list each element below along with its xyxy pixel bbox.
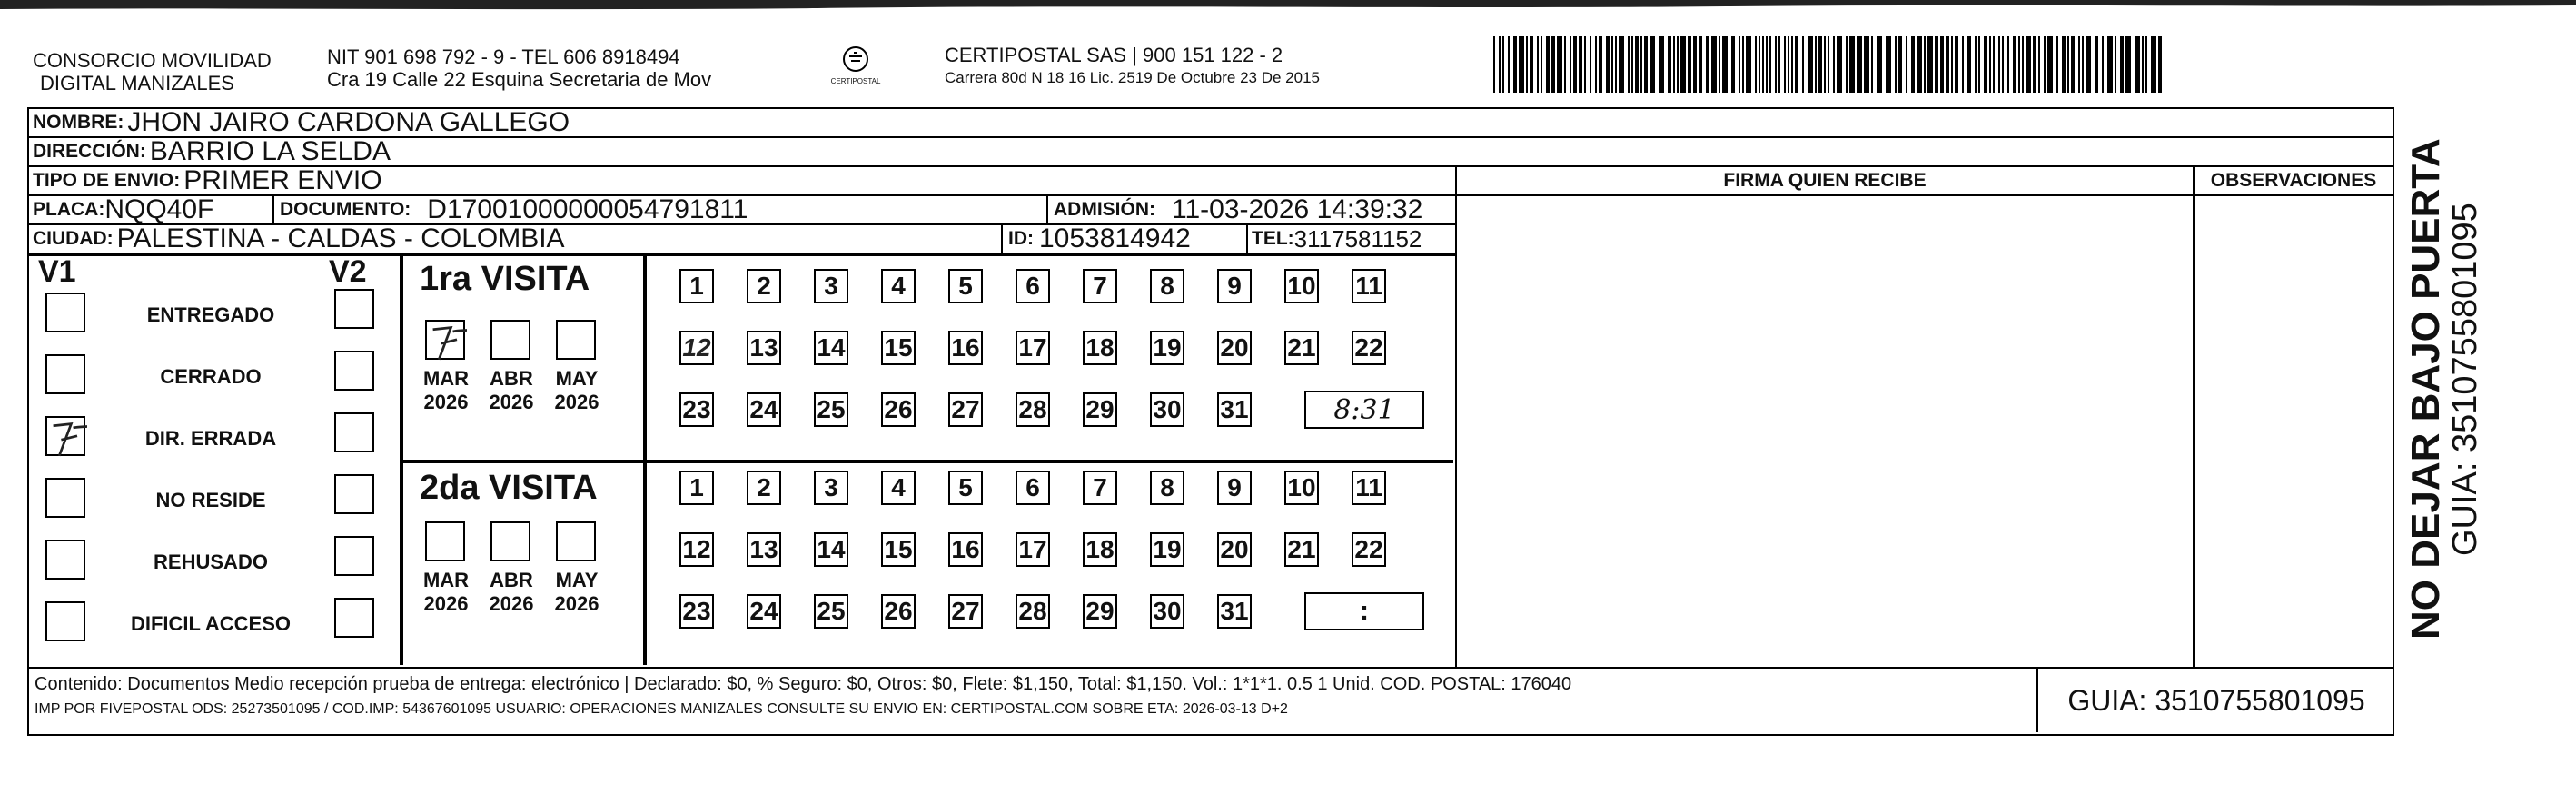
barcode-bar xyxy=(1557,36,1562,93)
barcode-bar xyxy=(2142,36,2144,93)
day-cell[interactable]: 11 xyxy=(1352,269,1386,303)
barcode-bar xyxy=(2018,36,2020,93)
barcode-bar xyxy=(1828,36,1829,93)
barcode-bar xyxy=(1499,36,1501,93)
first-visit-title: 1ra VISITA xyxy=(420,260,590,298)
v2-checkbox[interactable] xyxy=(334,351,374,391)
admision-value: 11-03-2026 14:39:32 xyxy=(1172,194,1423,224)
barcode-bar xyxy=(1775,36,1777,93)
v2-checkbox[interactable] xyxy=(334,412,374,452)
v1-checkbox[interactable] xyxy=(45,601,85,641)
barcode-bar xyxy=(2047,36,2053,93)
barcode-bar xyxy=(1619,36,1624,93)
observaciones-box[interactable] xyxy=(2195,196,2393,667)
status-label: DIR. ERRADA xyxy=(144,427,277,450)
day-cell[interactable]: 18 xyxy=(1083,331,1117,365)
firma-header xyxy=(1457,167,2195,196)
barcode-bar xyxy=(2120,36,2124,93)
day-cell[interactable]: 5 xyxy=(948,471,983,505)
month-year: 2026 xyxy=(489,592,534,615)
barcode-bar xyxy=(2102,36,2104,93)
day-cell[interactable]: 31 xyxy=(1217,594,1252,629)
month-selector xyxy=(403,256,647,665)
company-line-1: CONSORCIO MOVILIDAD xyxy=(33,49,272,72)
nombre-value: JHON JAIRO CARDONA GALLEGO xyxy=(127,107,570,137)
barcode-bar xyxy=(2033,36,2036,93)
day-cell[interactable]: 26 xyxy=(881,594,916,629)
barcode-bar xyxy=(1731,36,1735,93)
row-ciudad xyxy=(29,225,1457,254)
month-year: 2026 xyxy=(489,391,534,413)
tipo-value: PRIMER ENVIO xyxy=(183,165,382,195)
day-cell[interactable]: 28 xyxy=(1016,594,1050,629)
barcode-bar xyxy=(1951,36,1953,93)
month-name: MAY xyxy=(555,367,599,390)
day-cell[interactable]: 3 xyxy=(814,269,848,303)
barcode-bar xyxy=(1659,36,1664,93)
barcode-bar xyxy=(1537,36,1539,93)
barcode-bar xyxy=(1513,36,1517,93)
day-cell[interactable]: 4 xyxy=(881,471,916,505)
barcode-bar xyxy=(1595,36,1597,93)
documento-value: D17001000000054791811 xyxy=(427,194,748,224)
barcode-bar xyxy=(1898,36,1902,93)
firma-label: FIRMA QUIEN RECIBE xyxy=(1723,170,1927,191)
barcode-bar xyxy=(1784,36,1786,93)
barcode-bar xyxy=(1946,36,1949,93)
day-cell[interactable]: 26 xyxy=(881,392,916,427)
barcode-bar xyxy=(1579,36,1582,93)
day-cell[interactable]: 22 xyxy=(1352,532,1386,567)
v1-checkbox[interactable] xyxy=(45,540,85,580)
day-cell[interactable]: 17 xyxy=(1016,331,1050,365)
barcode-bar xyxy=(1541,36,1542,93)
v1-checkbox[interactable] xyxy=(45,354,85,394)
barcode-bar xyxy=(1530,36,1533,93)
nombre-label: NOMBRE: xyxy=(33,112,124,133)
day-cell[interactable]: 20 xyxy=(1217,532,1252,567)
address-line: Cra 19 Calle 22 Esquina Secretaria de Mov xyxy=(327,68,712,91)
day-cell[interactable]: 14 xyxy=(814,532,848,567)
month-year: 2026 xyxy=(554,391,599,413)
barcode-bar xyxy=(1564,36,1566,93)
month-year: 2026 xyxy=(554,592,599,615)
barcode-bar xyxy=(2082,36,2084,93)
status-label: ENTREGADO xyxy=(146,303,275,326)
barcode-bar xyxy=(1917,36,1922,93)
barcode-bar xyxy=(1502,36,1504,93)
day-cell[interactable]: 17 xyxy=(1016,532,1050,567)
barcode-bar xyxy=(1791,36,1793,93)
barcode-bar xyxy=(1628,36,1630,93)
barcode-bar xyxy=(1766,36,1768,93)
v2-checkbox[interactable] xyxy=(334,598,374,638)
no-dejar-text: NO DEJAR BAJO PUERTA xyxy=(2403,138,2448,640)
day-cell[interactable]: 21 xyxy=(1284,532,1319,567)
day-cell[interactable]: 24 xyxy=(747,392,781,427)
barcode-bar xyxy=(1886,36,1891,93)
barcode-bar xyxy=(2078,36,2080,93)
day-cell[interactable]: 1 xyxy=(679,269,714,303)
ciudad-value: PALESTINA - CALDAS - COLOMBIA xyxy=(116,223,565,253)
day-cell[interactable]: 5 xyxy=(948,269,983,303)
barcode-bar xyxy=(1769,36,1771,93)
barcode-bar xyxy=(1688,36,1691,93)
barcode-bar xyxy=(1640,36,1642,93)
barcode-bar xyxy=(1584,36,1586,93)
day-cell[interactable]: 12 xyxy=(679,331,714,365)
barcode-bar xyxy=(1759,36,1760,93)
barcode-bar xyxy=(1927,36,1933,93)
nit-line: NIT 901 698 792 - 9 - TEL 606 8918494 xyxy=(327,45,680,68)
row-nombre xyxy=(29,109,2393,138)
direccion-value: BARRIO LA SELDA xyxy=(149,136,391,166)
direccion-label: DIRECCIÓN: xyxy=(33,141,146,162)
footer-line-1: Contenido: Documentos Medio recepción prueba de entrega: electrónico | Declarado: $0, % Seguro: $0, Otros: $0, Flete: $1,150, Total: $1,150. Vol.: 1*1*1. 0.5 1 Unid. COD. POSTAL: 176040 xyxy=(35,674,1572,694)
barcode-bar xyxy=(1824,36,1826,93)
barcode-bar xyxy=(1673,36,1675,93)
barcode-bar xyxy=(2067,36,2069,93)
firma-box[interactable] xyxy=(1457,196,2195,667)
barcode-bar xyxy=(1940,36,1944,93)
month-label xyxy=(418,367,474,414)
observaciones-label: OBSERVACIONES xyxy=(2210,170,2377,191)
month-name: MAY xyxy=(555,569,599,591)
barcode-bar xyxy=(1993,36,1995,93)
barcode-bar xyxy=(2071,36,2075,93)
day-cell[interactable]: 15 xyxy=(881,331,916,365)
day-divider xyxy=(647,460,1453,463)
barcode-bar xyxy=(1693,36,1697,93)
barcode-bar xyxy=(2115,36,2116,93)
day-cell[interactable]: 6 xyxy=(1016,471,1050,505)
carrier-line-2: Carrera 80d N 18 16 Lic. 2519 De Octubre 23 De 2015 xyxy=(945,69,1320,86)
barcode-bar xyxy=(1599,36,1602,93)
tel-value: 3117581152 xyxy=(1293,224,1422,253)
barcode-bar xyxy=(1746,36,1751,93)
logo-text: CERTIPOSTAL xyxy=(830,77,881,85)
day-cell[interactable]: 25 xyxy=(814,392,848,427)
barcode-bar xyxy=(1967,36,1971,93)
day-cell[interactable]: 7 xyxy=(1083,471,1117,505)
footer-guia: GUIA: 3510755801095 xyxy=(2036,669,2394,732)
day-cell[interactable]: 29 xyxy=(1083,392,1117,427)
day-cell[interactable]: 9 xyxy=(1217,269,1252,303)
status-label: DIFICIL ACCESO xyxy=(130,612,291,635)
handwritten-check-icon xyxy=(427,322,467,362)
day-cell[interactable]: 19 xyxy=(1150,532,1184,567)
barcode-bar xyxy=(1846,36,1848,93)
company-name xyxy=(33,49,272,94)
barcode-bar xyxy=(2013,36,2016,93)
barcode-bar xyxy=(1606,36,1610,93)
barcode-bar xyxy=(2145,36,2147,93)
barcode-bar xyxy=(1802,36,1804,93)
barcode-bar xyxy=(1680,36,1686,93)
barcode-bar xyxy=(1906,36,1907,93)
time-field[interactable]: 8:31 xyxy=(1304,391,1424,429)
v1-label: V1 xyxy=(38,254,76,289)
barcode-bar xyxy=(1526,36,1528,93)
barcode-bar xyxy=(2107,36,2113,93)
v2-checkbox[interactable] xyxy=(334,474,374,514)
barcode-bar xyxy=(1818,36,1822,93)
barcode xyxy=(1493,36,2167,93)
day-cell[interactable]: 16 xyxy=(948,532,983,567)
month-checkbox[interactable] xyxy=(490,320,530,360)
row-direccion xyxy=(29,138,2393,167)
day-cell[interactable]: 23 xyxy=(679,392,714,427)
barcode-bar xyxy=(2002,36,2004,93)
day-cell[interactable]: 20 xyxy=(1217,331,1252,365)
barcode-bar xyxy=(1650,36,1655,93)
day-cell[interactable]: 19 xyxy=(1150,331,1184,365)
month-checkbox[interactable] xyxy=(490,521,530,561)
barcode-bar xyxy=(1644,36,1648,93)
barcode-bar xyxy=(1699,36,1702,93)
day-cell[interactable]: 21 xyxy=(1284,331,1319,365)
barcode-bar xyxy=(2151,36,2156,93)
day-cell[interactable]: 9 xyxy=(1217,471,1252,505)
barcode-bar xyxy=(1706,36,1709,93)
ciudad-label: CIUDAD: xyxy=(33,228,114,249)
barcode-bar xyxy=(1711,36,1717,93)
scan-top-edge xyxy=(0,0,2576,16)
barcode-bar xyxy=(1722,36,1728,93)
month-name: ABR xyxy=(490,367,533,390)
time-field[interactable]: : xyxy=(1304,592,1424,630)
v1-checkbox[interactable] xyxy=(45,478,85,518)
day-cell[interactable]: 30 xyxy=(1150,392,1184,427)
month-label xyxy=(483,569,540,616)
barcode-bar xyxy=(1668,36,1671,93)
month-checkbox[interactable] xyxy=(556,320,596,360)
handwritten-check-icon xyxy=(47,418,87,458)
day-cell[interactable]: 2 xyxy=(747,471,781,505)
footer xyxy=(29,667,2393,734)
day-cell[interactable]: 14 xyxy=(814,331,848,365)
barcode-bar xyxy=(1998,36,2000,93)
day-cell[interactable]: 7 xyxy=(1083,269,1117,303)
barcode-bar xyxy=(2038,36,2040,93)
day-cell[interactable]: 12 xyxy=(679,532,714,567)
barcode-bar xyxy=(1508,36,1510,93)
day-cell[interactable]: 30 xyxy=(1150,594,1184,629)
day-cell[interactable]: 23 xyxy=(679,594,714,629)
day-cell[interactable]: 28 xyxy=(1016,392,1050,427)
visit-divider xyxy=(403,460,643,463)
barcode-bar xyxy=(2044,36,2046,93)
day-cell[interactable]: 18 xyxy=(1083,532,1117,567)
barcode-bar xyxy=(2158,36,2162,93)
day-cell[interactable]: 29 xyxy=(1083,594,1117,629)
barcode-bar xyxy=(2095,36,2098,93)
barcode-bar xyxy=(1864,36,1869,93)
row-placa xyxy=(29,196,1457,225)
status-label: CERRADO xyxy=(160,365,262,388)
company-contact xyxy=(327,45,711,91)
barcode-bar xyxy=(1989,36,1991,93)
barcode-bar xyxy=(1978,36,1980,93)
receipt-area xyxy=(1457,167,2393,667)
month-checkbox[interactable] xyxy=(425,320,465,360)
day-cell[interactable]: 10 xyxy=(1284,471,1319,505)
day-cell[interactable]: 27 xyxy=(948,594,983,629)
month-checkbox[interactable] xyxy=(425,521,465,561)
barcode-bar xyxy=(1808,36,1813,93)
status-label: REHUSADO xyxy=(154,551,268,573)
barcode-bar xyxy=(1590,36,1591,93)
tipo-label: TIPO DE ENVIO: xyxy=(33,170,181,191)
side-guia-text: GUIA: 3510755801095 xyxy=(2446,203,2484,556)
barcode-bar xyxy=(1962,36,1964,93)
barcode-bar xyxy=(1911,36,1915,93)
v2-checkbox[interactable] xyxy=(334,289,374,329)
barcode-bar xyxy=(1739,36,1740,93)
barcode-bar xyxy=(1570,36,1571,93)
day-cell[interactable]: 1 xyxy=(679,471,714,505)
day-cell[interactable]: 3 xyxy=(814,471,848,505)
barcode-bar xyxy=(1877,36,1882,93)
barcode-bar xyxy=(1935,36,1938,93)
barcode-bar xyxy=(1788,36,1789,93)
month-label xyxy=(418,569,474,616)
day-cell[interactable]: 15 xyxy=(881,532,916,567)
barcode-bar xyxy=(1493,36,1495,93)
barcode-bar xyxy=(1795,36,1798,93)
v1-checkbox[interactable] xyxy=(45,293,85,332)
barcode-bar xyxy=(2056,36,2058,93)
barcode-bar xyxy=(1849,36,1855,93)
barcode-bar xyxy=(2135,36,2140,93)
month-label xyxy=(549,367,605,414)
placa-value: NQQ40F xyxy=(104,194,214,224)
day-cell[interactable]: 31 xyxy=(1217,392,1252,427)
barcode-bar xyxy=(1762,36,1764,93)
day-cell[interactable]: 25 xyxy=(814,594,848,629)
barcode-bar xyxy=(1546,36,1550,93)
barcode-bar xyxy=(1837,36,1842,93)
id-label: ID: xyxy=(1008,228,1034,249)
month-checkbox[interactable] xyxy=(556,521,596,561)
month-year: 2026 xyxy=(423,391,469,413)
day-cell[interactable]: 4 xyxy=(881,269,916,303)
barcode-bar xyxy=(1635,36,1639,93)
barcode-bar xyxy=(1519,36,1524,93)
month-name: MAR xyxy=(422,367,470,390)
carrier-info xyxy=(945,44,1320,89)
barcode-bar xyxy=(1955,36,1958,93)
form-frame xyxy=(27,107,2394,736)
row-tipo-envio xyxy=(29,167,1457,196)
barcode-bar xyxy=(1778,36,1780,93)
v2-label: V2 xyxy=(329,254,367,289)
barcode-bar xyxy=(1615,36,1617,93)
month-label xyxy=(549,569,605,616)
day-cell[interactable]: 24 xyxy=(747,594,781,629)
barcode-bar xyxy=(2086,36,2091,93)
day-cell[interactable]: 6 xyxy=(1016,269,1050,303)
placa-label: PLACA: xyxy=(33,199,105,220)
barcode-bar xyxy=(1833,36,1835,93)
barcode-bar xyxy=(1924,36,1926,93)
barcode-bar xyxy=(2062,36,2066,93)
barcode-bar xyxy=(1815,36,1817,93)
day-cell[interactable]: 13 xyxy=(747,532,781,567)
status-label: NO RESIDE xyxy=(155,489,266,511)
status-area xyxy=(29,254,1457,667)
barcode-bar xyxy=(1742,36,1744,93)
day-cell[interactable]: 8 xyxy=(1150,269,1184,303)
day-cell[interactable]: 22 xyxy=(1352,331,1386,365)
carrier-line-1: CERTIPOSTAL SAS | 900 151 122 - 2 xyxy=(945,44,1283,66)
barcode-bar xyxy=(2026,36,2031,93)
documento-label: DOCUMENTO: xyxy=(280,199,411,220)
barcode-bar xyxy=(2022,36,2024,93)
month-year: 2026 xyxy=(423,592,469,615)
barcode-bar xyxy=(1719,36,1720,93)
admision-label: ADMISIÓN: xyxy=(1054,199,1155,220)
barcode-bar xyxy=(2125,36,2131,93)
barcode-bar xyxy=(1611,36,1613,93)
v2-checkbox[interactable] xyxy=(334,536,374,576)
day-cell[interactable]: 10 xyxy=(1284,269,1319,303)
barcode-bar xyxy=(1895,36,1897,93)
month-name: ABR xyxy=(490,569,533,591)
day-cell[interactable]: 8 xyxy=(1150,471,1184,505)
barcode-bar xyxy=(1984,36,1987,93)
month-name: MAR xyxy=(422,569,470,591)
observaciones-header xyxy=(2195,167,2393,196)
day-grid xyxy=(647,256,1453,665)
barcode-bar xyxy=(1755,36,1757,93)
day-cell[interactable]: 16 xyxy=(948,331,983,365)
barcode-bar xyxy=(1631,36,1633,93)
day-cell[interactable]: 13 xyxy=(747,331,781,365)
footer-line-2: IMP POR FIVEPOSTAL ODS: 25273501095 / COD.IMP: 54367601095 USUARIO: OPERACIONES MANIZALES CONSULTE SU ENVIO EN: CERTIPOSTAL.COM SOBRE ETA: 2026-03-13 D+2 xyxy=(35,701,1288,717)
id-value: 1053814942 xyxy=(1039,223,1191,253)
day-cell[interactable]: 27 xyxy=(948,392,983,427)
barcode-bar xyxy=(1975,36,1977,93)
certipostal-logo xyxy=(828,45,883,93)
barcode-bar xyxy=(1573,36,1577,93)
day-cell[interactable]: 2 xyxy=(747,269,781,303)
barcode-bar xyxy=(1677,36,1679,93)
logo-icon xyxy=(840,45,871,73)
month-label xyxy=(483,367,540,414)
company-line-2: DIGITAL MANIZALES xyxy=(40,72,234,94)
v1-checkbox[interactable] xyxy=(45,416,85,456)
barcode-bar xyxy=(1551,36,1555,93)
day-cell[interactable]: 11 xyxy=(1352,471,1386,505)
barcode-bar xyxy=(1871,36,1873,93)
barcode-bar xyxy=(1857,36,1862,93)
tel-label: TEL: xyxy=(1252,228,1294,249)
second-visit-title: 2da VISITA xyxy=(420,469,598,507)
side-guia xyxy=(2447,174,2483,556)
barcode-bar xyxy=(2007,36,2009,93)
status-checklist xyxy=(29,256,403,665)
